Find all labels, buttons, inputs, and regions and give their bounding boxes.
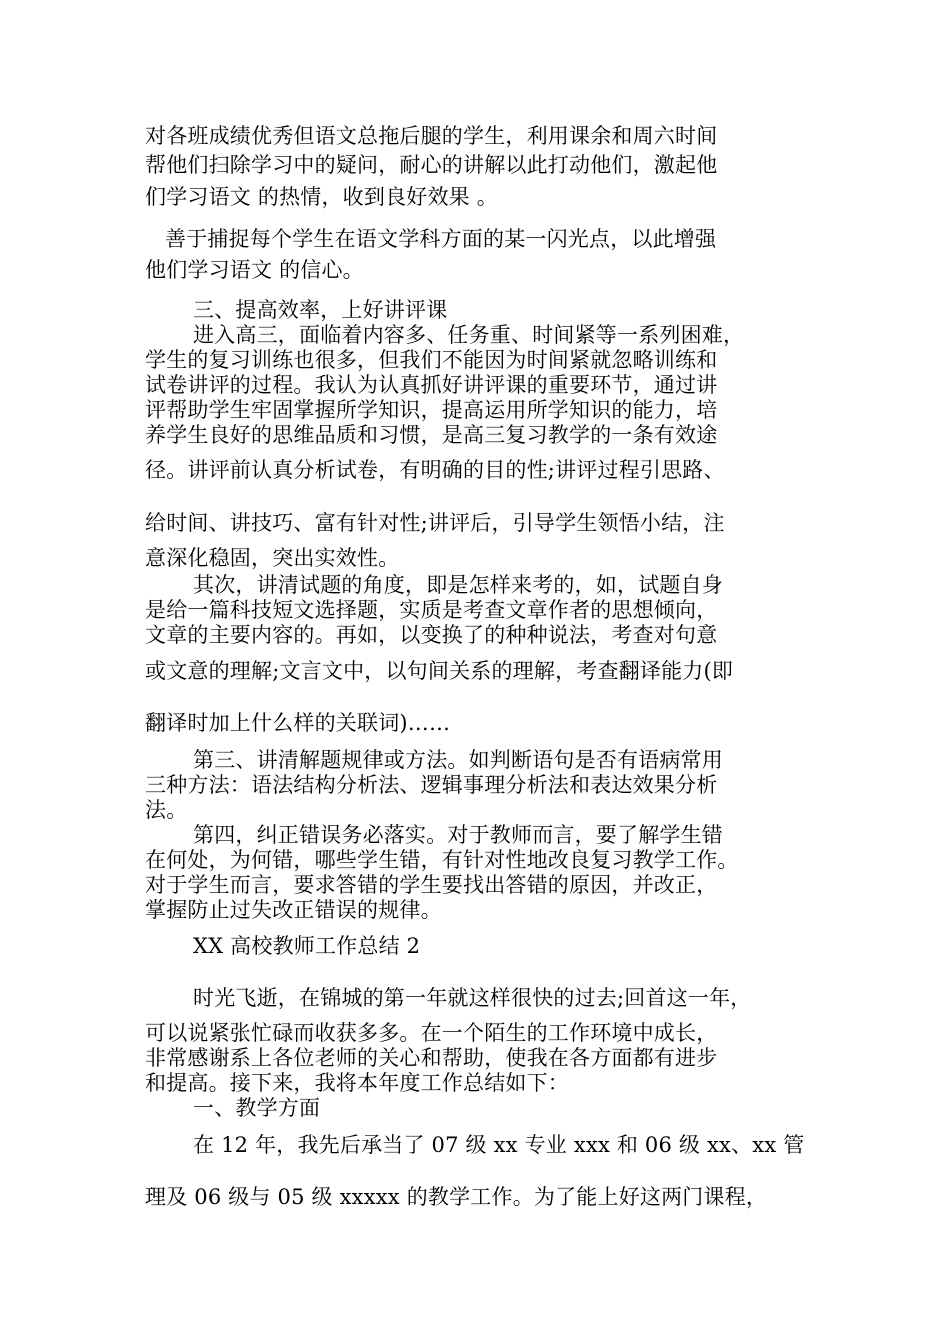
paragraph-line: 是给一篇科技短文选择题，实质是考查文章作者的思想倾向， [145,598,718,622]
paragraph-line: 径。讲评前认真分析试卷，有明确的目的性;讲评过程引思路、 [145,458,725,482]
paragraph-line: 其次，讲清试题的角度，即是怎样来考的，如，试题自身 [193,573,723,597]
paragraph-line: 善于捕捉每个学生在语文学科方面的某一闪光点，以此增强 [165,227,717,251]
paragraph-line: 和提高。接下来，我将本年度工作总结如下： [145,1071,569,1095]
paragraph-line: 试卷讲评的过程。我认为认真抓好讲评课的重要环节，通过讲 [145,373,718,397]
paragraph-line: 他们学习语文 的信心。 [145,258,364,282]
paragraph-line: 非常感谢系上各位老师的关心和帮助，使我在各方面都有进步 [145,1046,718,1070]
paragraph-line: 学生的复习训练也很多，但我们不能因为时间紧就忽略训练和 [145,348,718,372]
paragraph-line: 三种方法：语法结构分析法、逻辑事理分析法和表达效果分析 [145,773,718,797]
paragraph-line: 或文意的理解;文言文中，以句间关系的理解，考查翻译能力(即 [145,659,734,683]
paragraph-line: 评帮助学生牢固掌握所学知识，提高运用所学知识的能力，培 [145,398,718,422]
paragraph-line: 法。 [145,798,188,822]
paragraph-line: 意深化稳固，突出实效性。 [145,546,400,570]
section-heading: 三、提高效率，上好讲评课 [193,298,448,322]
paragraph-line: 可以说紧张忙碌而收获多多。在一个陌生的工作环境中成长， [145,1021,718,1045]
paragraph-line: 在何处，为何错，哪些学生错，有针对性地改良复习教学工作。 [145,848,739,872]
paragraph-line: 对各班成绩优秀但语文总拖后腿的学生，利用课余和周六时间 [145,124,718,148]
paragraph-line: 对于学生而言，要求答错的学生要找出答错的原因，并改正， [145,873,718,897]
paragraph-line: 们学习语文 的热情，收到良好效果 。 [145,185,498,209]
paragraph-line: 进入高三，面临着内容多、任务重、时间紧等一系列困难， [193,323,745,347]
paragraph-line: 理及 06 级与 05 级 xxxxx 的教学工作。为了能上好这两门课程， [145,1185,768,1209]
section-title: XX 高校教师工作总结 2 [193,934,421,958]
paragraph-line: 掌握防止过失改正错误的规律。 [145,898,442,922]
paragraph-line: 第三、讲清解题规律或方法。如判断语句是否有语病常用 [193,748,723,772]
paragraph-line: 文章的主要内容的。再如，以变换了的种种说法，考查对句意 [145,623,718,647]
paragraph-line: 时光飞逝，在锦城的第一年就这样很快的过去;回首这一年， [193,986,752,1010]
paragraph-line: 养学生良好的思维品质和习惯，是高三复习教学的一条有效途 [145,423,718,447]
paragraph-line: 帮他们扫除学习中的疑问，耐心的讲解以此打动他们，激起他 [145,153,718,177]
section-heading: 一、教学方面 [193,1096,321,1120]
paragraph-line: 给时间、讲技巧、富有针对性;讲评后，引导学生领悟小结，注 [145,511,725,535]
paragraph-line: 第四，纠正错误务必落实。对于教师而言，要了解学生错 [193,823,723,847]
paragraph-line: 在 12 年，我先后承当了 07 级 xx 专业 xxx 和 06 级 xx、xx 管 [193,1133,805,1157]
paragraph-line: 翻译时加上什么样的关联词)…… [145,711,451,735]
